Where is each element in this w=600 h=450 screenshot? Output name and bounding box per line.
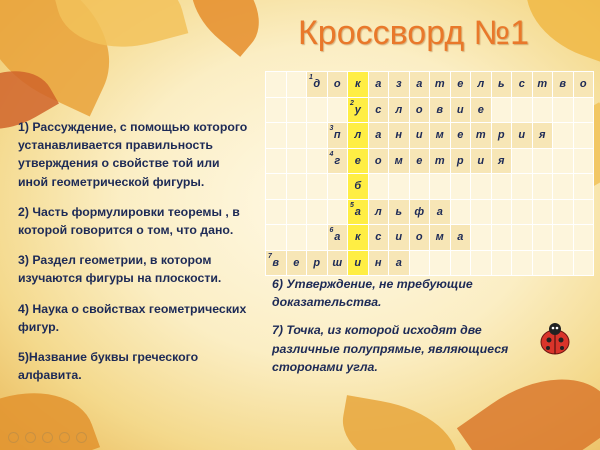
crossword-cell: в (553, 72, 574, 98)
crossword-cell (553, 174, 574, 200)
crossword-cell (266, 225, 287, 251)
crossword-cell (286, 225, 307, 251)
crossword-cell (430, 250, 451, 276)
crossword-cell (491, 250, 512, 276)
question-3: 3) Раздел геометрии, в котором изучаются фигуры на плоскости. (18, 253, 222, 286)
crossword-cell: к (348, 72, 369, 98)
crossword-cell (307, 148, 328, 174)
crossword-cell (491, 97, 512, 123)
crossword-cell (450, 199, 471, 225)
crossword-cell (553, 250, 574, 276)
page-title: Кроссворд №1 (298, 14, 530, 52)
crossword-cell: в (430, 97, 451, 123)
crossword-cell (409, 174, 430, 200)
nav-prev-icon[interactable] (8, 432, 19, 443)
crossword-cell (327, 199, 348, 225)
question-6: 6) Утверждение, не требующие доказательства. (272, 277, 473, 310)
crossword-cell (471, 225, 492, 251)
crossword-cell (307, 199, 328, 225)
crossword-cell: 5 а (348, 199, 369, 225)
crossword-cell (266, 174, 287, 200)
crossword-row (266, 72, 594, 98)
crossword-cell (573, 250, 594, 276)
crossword-cell (512, 174, 533, 200)
crossword-cell (553, 225, 574, 251)
crossword-cell (266, 123, 287, 149)
crossword-cell (307, 97, 328, 123)
crossword-cell: л (368, 199, 389, 225)
crossword-cell (327, 174, 348, 200)
crossword-cell (307, 123, 328, 149)
crossword-cell: е (450, 72, 471, 98)
crossword-cell (532, 174, 553, 200)
question-2: 2) Часть формулировки теоремы , в которой говорится о том, что дано. (18, 204, 240, 238)
crossword-cell: ф (409, 199, 430, 225)
crossword-cell: ь (389, 199, 410, 225)
crossword-cell: о (409, 97, 430, 123)
crossword-cell (553, 123, 574, 149)
crossword-cell: л (389, 97, 410, 123)
crossword-cell (491, 174, 512, 200)
crossword-cell (471, 174, 492, 200)
crossword-cell (307, 174, 328, 200)
crossword-cell (450, 250, 471, 276)
crossword-cell: а (409, 72, 430, 98)
crossword-cell: е (348, 148, 369, 174)
crossword-cell: б (348, 174, 369, 200)
crossword-cell: и (409, 123, 430, 149)
crossword-row (266, 97, 594, 123)
crossword-cell (553, 148, 574, 174)
ladybug-icon (535, 318, 575, 358)
crossword-cell (286, 148, 307, 174)
crossword-cell: р (307, 250, 328, 276)
crossword-cell (409, 250, 430, 276)
crossword-cell (266, 97, 287, 123)
clue-number: 7 (268, 252, 272, 260)
clue-number: 6 (329, 227, 334, 234)
crossword-cell: р (450, 148, 471, 174)
crossword-cell (553, 97, 574, 123)
crossword-cell (286, 123, 307, 149)
crossword-grid (265, 71, 594, 276)
crossword-row (266, 174, 594, 200)
crossword-cell: т (430, 72, 451, 98)
question-5: 5)Название буквы греческого алфавита. (18, 350, 199, 383)
crossword-cell: 2 у (348, 97, 369, 123)
crossword-cell (532, 148, 553, 174)
nav-zoom-icon[interactable] (42, 432, 53, 443)
crossword-cell (573, 123, 594, 149)
clue-number: 5 (350, 201, 354, 209)
crossword-cell: т (532, 72, 553, 98)
crossword-cell (573, 225, 594, 251)
crossword-cell: и (389, 225, 410, 251)
crossword-cell: и (450, 97, 471, 123)
crossword-cell (532, 97, 553, 123)
crossword-cell: о (409, 225, 430, 251)
crossword-cell: а (430, 199, 451, 225)
crossword-cell (573, 199, 594, 225)
crossword-cell: а (368, 72, 389, 98)
crossword-cell: о (368, 148, 389, 174)
nav-next-icon[interactable] (76, 432, 87, 443)
crossword-cell: о (573, 72, 594, 98)
crossword-cell (471, 250, 492, 276)
leaf-decoration (171, 0, 279, 57)
crossword-cell (266, 72, 287, 98)
crossword-cell (573, 148, 594, 174)
crossword-cell (286, 199, 307, 225)
crossword-row (266, 148, 594, 174)
clue-number: 1 (309, 74, 313, 81)
crossword-cell (286, 72, 307, 98)
crossword-cell (266, 148, 287, 174)
crossword-cell: л (348, 123, 369, 149)
question-7: 7) Точка, из которой исходят две различные полупрямые, являющиеся сторонами угла. (272, 323, 509, 374)
crossword-row (266, 225, 594, 251)
crossword-cell (512, 250, 533, 276)
nav-menu-icon[interactable] (59, 432, 70, 443)
crossword-cell (430, 174, 451, 200)
crossword-cell (532, 199, 553, 225)
crossword-cell: м (389, 148, 410, 174)
crossword-cell (471, 199, 492, 225)
clue-number: 2 (350, 99, 354, 107)
crossword-cell: е (471, 97, 492, 123)
crossword-cell: к (348, 225, 369, 251)
crossword-cell: 3 п (327, 123, 348, 149)
crossword-cell: о (327, 72, 348, 98)
crossword-cell: я (532, 123, 553, 149)
crossword-cell: е (286, 250, 307, 276)
crossword-cell (573, 174, 594, 200)
crossword-cell: с (512, 72, 533, 98)
crossword-cell (286, 97, 307, 123)
crossword-cell (368, 174, 389, 200)
crossword-cell: ш (327, 250, 348, 276)
crossword-cell (512, 225, 533, 251)
crossword-cell: с (368, 97, 389, 123)
crossword-cell (512, 97, 533, 123)
crossword-cell: а (450, 225, 471, 251)
crossword-cell (491, 225, 512, 251)
crossword-cell: 6 а (327, 225, 348, 251)
crossword-cell (512, 148, 533, 174)
crossword-cell: т (430, 148, 451, 174)
questions-right (272, 275, 527, 386)
crossword-cell: з (389, 72, 410, 98)
crossword-cell: м (430, 123, 451, 149)
crossword-cell: и (512, 123, 533, 149)
crossword-cell (532, 225, 553, 251)
crossword-cell (512, 199, 533, 225)
crossword-cell (266, 199, 287, 225)
crossword-cell: я (491, 148, 512, 174)
slide-nav (8, 432, 87, 443)
crossword-cell: ь (491, 72, 512, 98)
crossword-cell: 1 д (307, 72, 328, 98)
question-4: 4) Наука о свойствах геометрических фигур. (18, 301, 247, 334)
clue-number: 3 (329, 125, 334, 132)
nav-slides-icon[interactable] (25, 432, 36, 443)
crossword-cell: н (389, 123, 410, 149)
crossword-cell: и (471, 148, 492, 174)
crossword-row (266, 199, 594, 225)
crossword-cell (307, 225, 328, 251)
crossword-cell: 4 г (327, 148, 348, 174)
question-1: 1) Рассуждение, с помощью которого устанавливается правильность утверждения о свойстве той или иной геометрической фигуры. (18, 120, 248, 189)
crossword-cell: а (389, 250, 410, 276)
crossword-cell (389, 174, 410, 200)
crossword-cell: м (430, 225, 451, 251)
crossword-cell (286, 174, 307, 200)
crossword-row (266, 123, 594, 149)
crossword-cell: н (368, 250, 389, 276)
crossword-row (266, 250, 594, 276)
questions-left (18, 118, 253, 396)
crossword-cell (450, 174, 471, 200)
crossword-cell: л (471, 72, 492, 98)
crossword-cell: р (491, 123, 512, 149)
crossword-cell: и (348, 250, 369, 276)
clue-number: 4 (329, 150, 334, 158)
crossword-cell: 7 в (266, 250, 287, 276)
crossword-cell (573, 97, 594, 123)
crossword-cell (491, 199, 512, 225)
crossword-cell (532, 250, 553, 276)
crossword-cell: с (368, 225, 389, 251)
crossword-cell: е (409, 148, 430, 174)
crossword-cell: т (471, 123, 492, 149)
crossword-cell: е (450, 123, 471, 149)
leaf-decoration (335, 395, 465, 450)
crossword-cell: а (368, 123, 389, 149)
crossword-cell (553, 199, 574, 225)
crossword-cell (327, 97, 348, 123)
